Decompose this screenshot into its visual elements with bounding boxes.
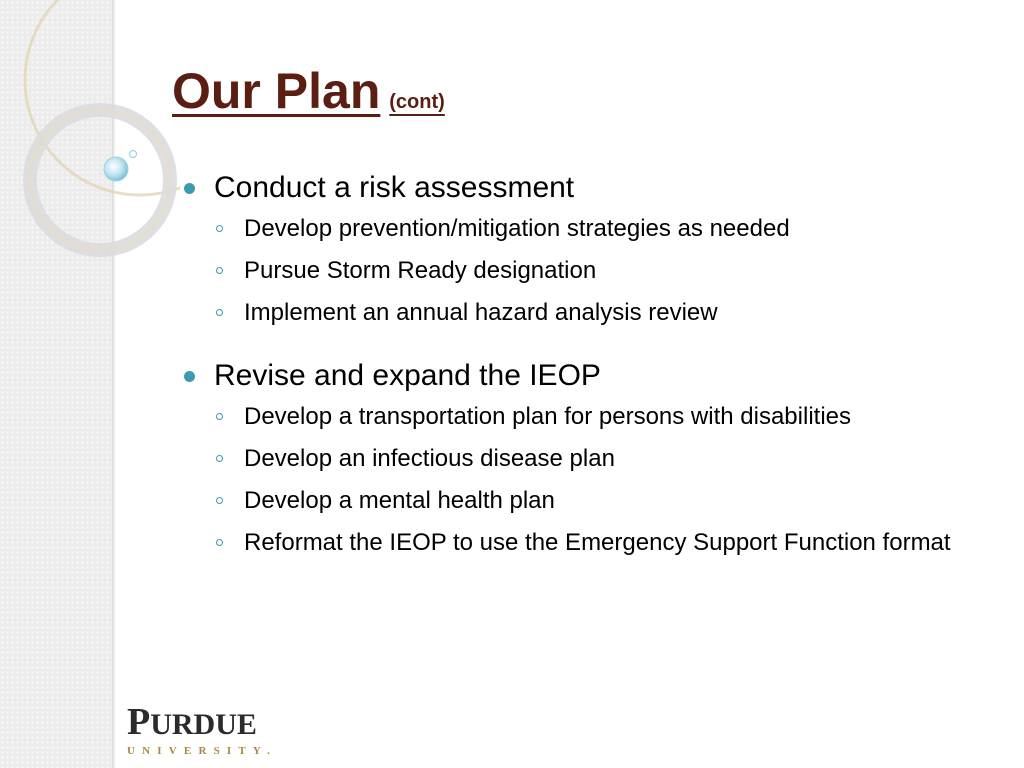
bullet-item bbox=[184, 356, 984, 560]
bullet-dot-icon bbox=[184, 371, 195, 382]
sub-bullet-text: Implement an annual hazard analysis review bbox=[244, 299, 718, 326]
sub-bullet-text: Reformat the IEOP to use the Emergency Support Function format bbox=[244, 529, 951, 556]
sub-bullet-list bbox=[214, 400, 984, 560]
sub-bullet-item bbox=[214, 254, 984, 288]
sub-bullet-list bbox=[214, 212, 984, 330]
decorative-rings-icon bbox=[0, 0, 180, 260]
sub-bullet-item bbox=[214, 212, 984, 246]
hollow-bullet-icon bbox=[216, 455, 223, 462]
hollow-bullet-icon bbox=[216, 267, 223, 274]
sub-bullet-item bbox=[214, 526, 984, 560]
sub-bullet-item bbox=[214, 400, 984, 434]
logo-wordmark bbox=[127, 703, 282, 741]
bullet-dot-icon bbox=[184, 183, 195, 194]
sub-bullet-item bbox=[214, 296, 984, 330]
bullet-text: Revise and expand the IEOP bbox=[214, 359, 601, 392]
slide-content bbox=[184, 168, 984, 568]
logo-initial: P bbox=[127, 701, 151, 743]
hollow-bullet-icon bbox=[216, 225, 223, 232]
logo-subtitle: UNIVERSITY. bbox=[127, 745, 278, 757]
sub-bullet-text: Develop a transportation plan for persons with disabilities bbox=[244, 403, 851, 430]
sub-bullet-item bbox=[214, 484, 984, 518]
logo-rest: URDUE bbox=[150, 708, 257, 741]
slide-title bbox=[172, 63, 445, 119]
purdue-logo bbox=[127, 701, 282, 757]
title-suffix: (cont) bbox=[389, 91, 445, 113]
sub-bullet-text: Develop an infectious disease plan bbox=[244, 445, 615, 472]
bullet-text: Conduct a risk assessment bbox=[214, 171, 575, 204]
sub-bullet-text: Pursue Storm Ready designation bbox=[244, 257, 597, 284]
hollow-bullet-icon bbox=[216, 497, 223, 504]
sub-bullet-item bbox=[214, 442, 984, 476]
hollow-bullet-icon bbox=[216, 539, 223, 546]
sub-bullet-text: Develop a mental health plan bbox=[244, 487, 555, 514]
bullet-item bbox=[184, 168, 984, 330]
sub-bullet-text: Develop prevention/mitigation strategies as needed bbox=[244, 215, 790, 242]
hollow-bullet-icon bbox=[216, 413, 223, 420]
title-main: Our Plan bbox=[172, 63, 381, 119]
hollow-bullet-icon bbox=[216, 309, 223, 316]
bullet-list bbox=[184, 168, 984, 560]
